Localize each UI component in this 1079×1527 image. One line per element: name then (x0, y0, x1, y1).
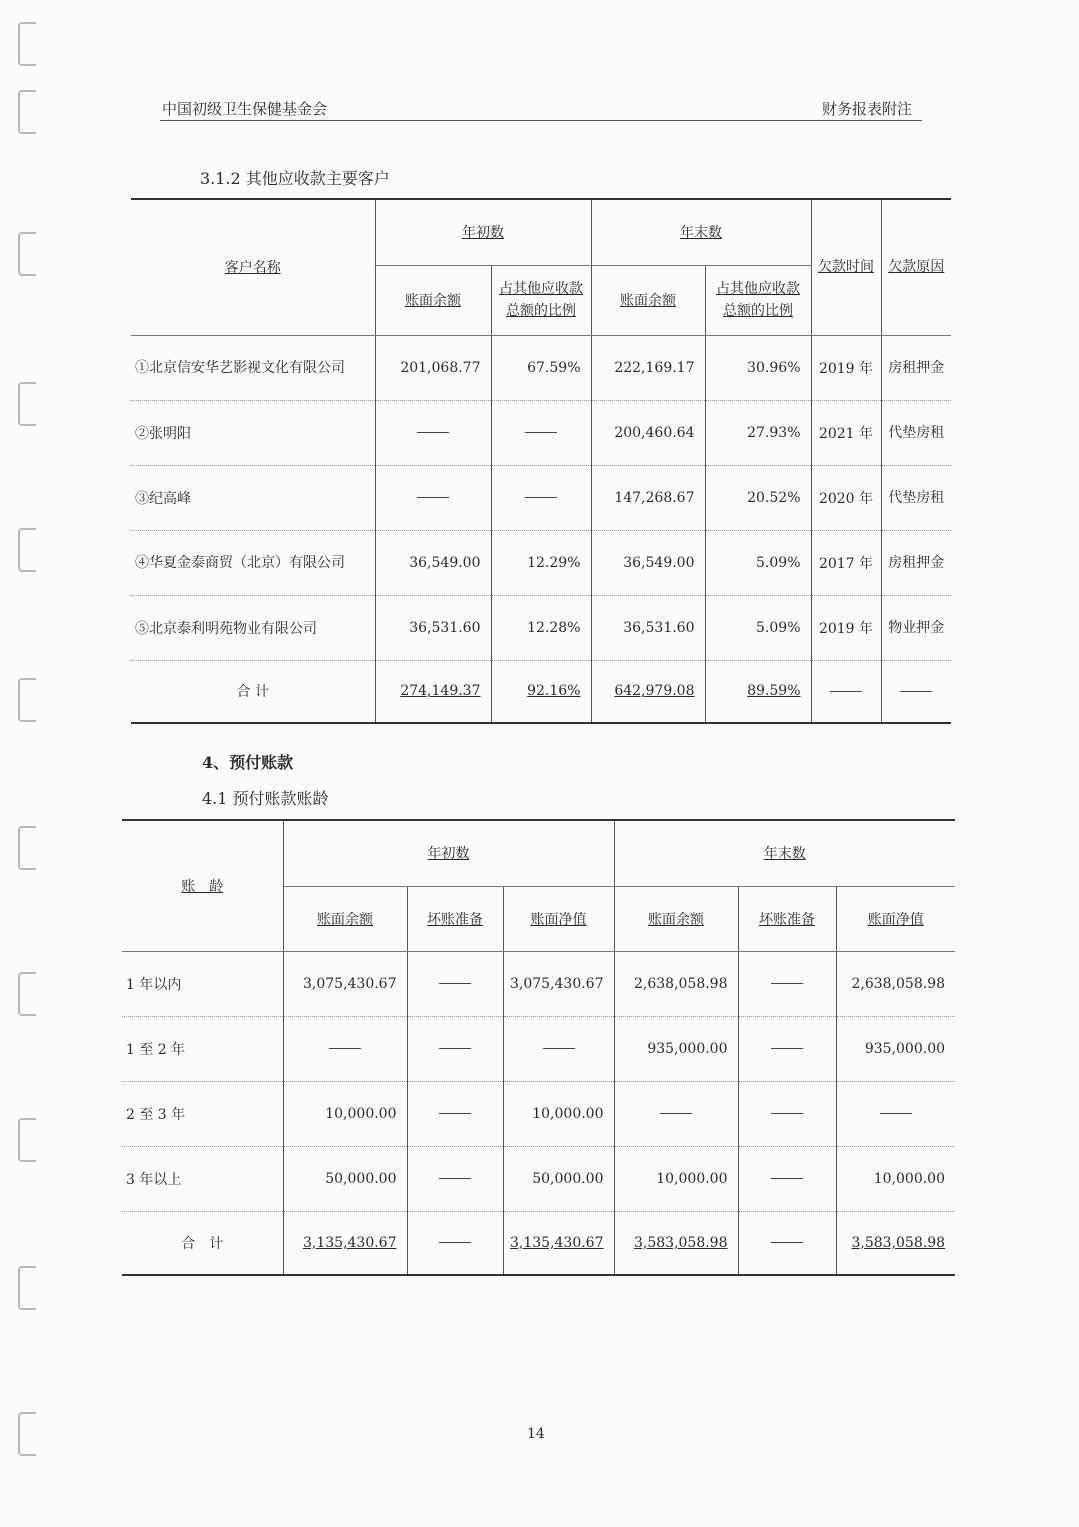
end-ratio: 5.09% (705, 530, 811, 595)
binder-mark (18, 528, 36, 572)
header-provision: 坏账准备 (738, 886, 836, 951)
binder-mark (18, 1412, 36, 1456)
end-ratio: 27.93% (705, 400, 811, 465)
overdue-time: 2019 年 (811, 335, 881, 400)
total-begin-balance: 274,149.37 (375, 660, 491, 723)
end-net: 2,638,058.98 (836, 951, 955, 1016)
end-balance: 222,169.17 (591, 335, 705, 400)
table-row (131, 465, 951, 530)
table-row (122, 1081, 955, 1146)
overdue-reason: 代垫房租 (881, 400, 951, 465)
begin-net: 50,000.00 (503, 1146, 614, 1211)
total-begin-balance: 3,135,430.67 (283, 1211, 407, 1275)
end-balance (614, 1081, 738, 1146)
begin-balance (375, 465, 491, 530)
binder-mark (18, 1266, 36, 1310)
org-name: 中国初级卫生保健基金会 (162, 100, 328, 118)
overdue-time: 2021 年 (811, 400, 881, 465)
overdue-reason: 房租押金 (881, 335, 951, 400)
customer-name: ③纪高峰 (131, 465, 375, 530)
empty-dash (660, 1113, 692, 1114)
end-provision (738, 1016, 836, 1081)
total-end-net: 3,583,058.98 (836, 1211, 955, 1275)
overdue-time: 2017 年 (811, 530, 881, 595)
section-title: 4.1 预付账款账龄 (202, 789, 329, 808)
empty-dash (439, 1113, 471, 1114)
total-overdue-time (811, 660, 881, 723)
age-label: 3 年以上 (122, 1146, 283, 1211)
header-overdue-time: 欠款时间 (811, 199, 881, 335)
empty-dash (525, 432, 557, 433)
total-label: 合 计 (236, 684, 269, 701)
begin-balance: 50,000.00 (283, 1146, 407, 1211)
header-overdue-reason: 欠款原因 (881, 199, 951, 335)
end-provision (738, 951, 836, 1016)
customer-name: ②张明阳 (131, 400, 375, 465)
begin-ratio (491, 400, 591, 465)
customer-name: ⑤北京泰利明苑物业有限公司 (131, 595, 375, 660)
end-ratio: 30.96% (705, 335, 811, 400)
header-age: 账 龄 (122, 820, 283, 951)
begin-provision (407, 951, 503, 1016)
begin-balance (375, 400, 491, 465)
header-ratio: 占其他应收款总额的比例 (491, 265, 591, 335)
end-net: 935,000.00 (836, 1016, 955, 1081)
end-provision (738, 1081, 836, 1146)
binder-mark (18, 22, 36, 66)
empty-dash (771, 1178, 803, 1179)
begin-balance (283, 1016, 407, 1081)
total-label: 合 计 (181, 1235, 224, 1252)
begin-ratio (491, 465, 591, 530)
empty-dash (771, 983, 803, 984)
begin-net (503, 1016, 614, 1081)
begin-net: 3,075,430.67 (503, 951, 614, 1016)
end-balance: 200,460.64 (591, 400, 705, 465)
header-begin: 年初数 (375, 199, 591, 265)
age-label: 1 至 2 年 (122, 1016, 283, 1081)
section-heading: 4、预付账款 (202, 753, 294, 772)
empty-dash (417, 497, 449, 498)
begin-balance: 10,000.00 (283, 1081, 407, 1146)
overdue-reason: 房租押金 (881, 530, 951, 595)
receivables-table (131, 198, 951, 724)
end-balance: 935,000.00 (614, 1016, 738, 1081)
table-row (122, 1146, 955, 1211)
empty-dash (417, 432, 449, 433)
table-row (122, 951, 955, 1016)
section-title: 3.1.2 其他应收款主要客户 (200, 169, 390, 188)
customer-name: ④华夏金泰商贸（北京）有限公司 (131, 530, 375, 595)
age-label: 1 年以内 (122, 951, 283, 1016)
empty-dash (543, 1048, 575, 1049)
empty-dash (439, 1048, 471, 1049)
table-row (131, 595, 951, 660)
empty-dash (880, 1113, 912, 1114)
header-provision: 坏账准备 (407, 886, 503, 951)
begin-ratio: 12.29% (491, 530, 591, 595)
begin-provision (407, 1016, 503, 1081)
header-balance: 账面余额 (283, 886, 407, 951)
binder-mark (18, 972, 36, 1016)
total-end-provision (738, 1211, 836, 1275)
end-balance: 36,531.60 (591, 595, 705, 660)
begin-balance: 36,549.00 (375, 530, 491, 595)
header-customer: 客户名称 (131, 199, 375, 335)
table-row (122, 1016, 955, 1081)
end-net (836, 1081, 955, 1146)
page-number: 14 (527, 1426, 545, 1442)
begin-balance: 36,531.60 (375, 595, 491, 660)
table-row (131, 400, 951, 465)
empty-dash (830, 691, 862, 692)
overdue-reason: 物业押金 (881, 595, 951, 660)
empty-dash (329, 1048, 361, 1049)
binder-mark (18, 678, 36, 722)
end-ratio: 5.09% (705, 595, 811, 660)
page-header (160, 96, 922, 121)
total-end-balance: 3,583,058.98 (614, 1211, 738, 1275)
end-balance: 2,638,058.98 (614, 951, 738, 1016)
overdue-time: 2019 年 (811, 595, 881, 660)
overdue-reason: 代垫房租 (881, 465, 951, 530)
end-net: 10,000.00 (836, 1146, 955, 1211)
end-balance: 147,268.67 (591, 465, 705, 530)
total-begin-provision (407, 1211, 503, 1275)
empty-dash (771, 1242, 803, 1243)
binder-mark (18, 1118, 36, 1162)
total-row (122, 1211, 955, 1275)
header-net: 账面净值 (836, 886, 955, 951)
header-net: 账面净值 (503, 886, 614, 951)
begin-net: 10,000.00 (503, 1081, 614, 1146)
prepayments-aging-table (122, 819, 955, 1276)
total-row (131, 660, 951, 723)
empty-dash (439, 1178, 471, 1179)
begin-balance: 201,068.77 (375, 335, 491, 400)
header-begin: 年初数 (283, 820, 614, 886)
header-end: 年末数 (591, 199, 811, 265)
end-provision (738, 1146, 836, 1211)
begin-ratio: 67.59% (491, 335, 591, 400)
begin-ratio: 12.28% (491, 595, 591, 660)
header-end: 年末数 (614, 820, 955, 886)
empty-dash (771, 1113, 803, 1114)
binder-mark (18, 90, 36, 134)
end-balance: 10,000.00 (614, 1146, 738, 1211)
header-balance: 账面余额 (614, 886, 738, 951)
begin-balance: 3,075,430.67 (283, 951, 407, 1016)
end-ratio: 20.52% (705, 465, 811, 530)
table-row (131, 530, 951, 595)
header-balance: 账面余额 (375, 265, 491, 335)
total-begin-ratio: 92.16% (491, 660, 591, 723)
begin-provision (407, 1081, 503, 1146)
end-balance: 36,549.00 (591, 530, 705, 595)
customer-name: ①北京信安华艺影视文化有限公司 (131, 335, 375, 400)
age-label: 2 至 3 年 (122, 1081, 283, 1146)
total-end-balance: 642,979.08 (591, 660, 705, 723)
header-ratio: 占其他应收款总额的比例 (705, 265, 811, 335)
doc-name: 财务报表附注 (821, 100, 912, 118)
empty-dash (525, 497, 557, 498)
begin-provision (407, 1146, 503, 1211)
empty-dash (439, 983, 471, 984)
overdue-time: 2020 年 (811, 465, 881, 530)
header-balance: 账面余额 (591, 265, 705, 335)
total-begin-net: 3,135,430.67 (503, 1211, 614, 1275)
empty-dash (900, 691, 932, 692)
total-end-ratio: 89.59% (705, 660, 811, 723)
total-overdue-reason (881, 660, 951, 723)
table-row (131, 335, 951, 400)
binder-mark (18, 382, 36, 426)
empty-dash (439, 1242, 471, 1243)
empty-dash (771, 1048, 803, 1049)
binder-mark (18, 232, 36, 276)
binder-mark (18, 826, 36, 870)
